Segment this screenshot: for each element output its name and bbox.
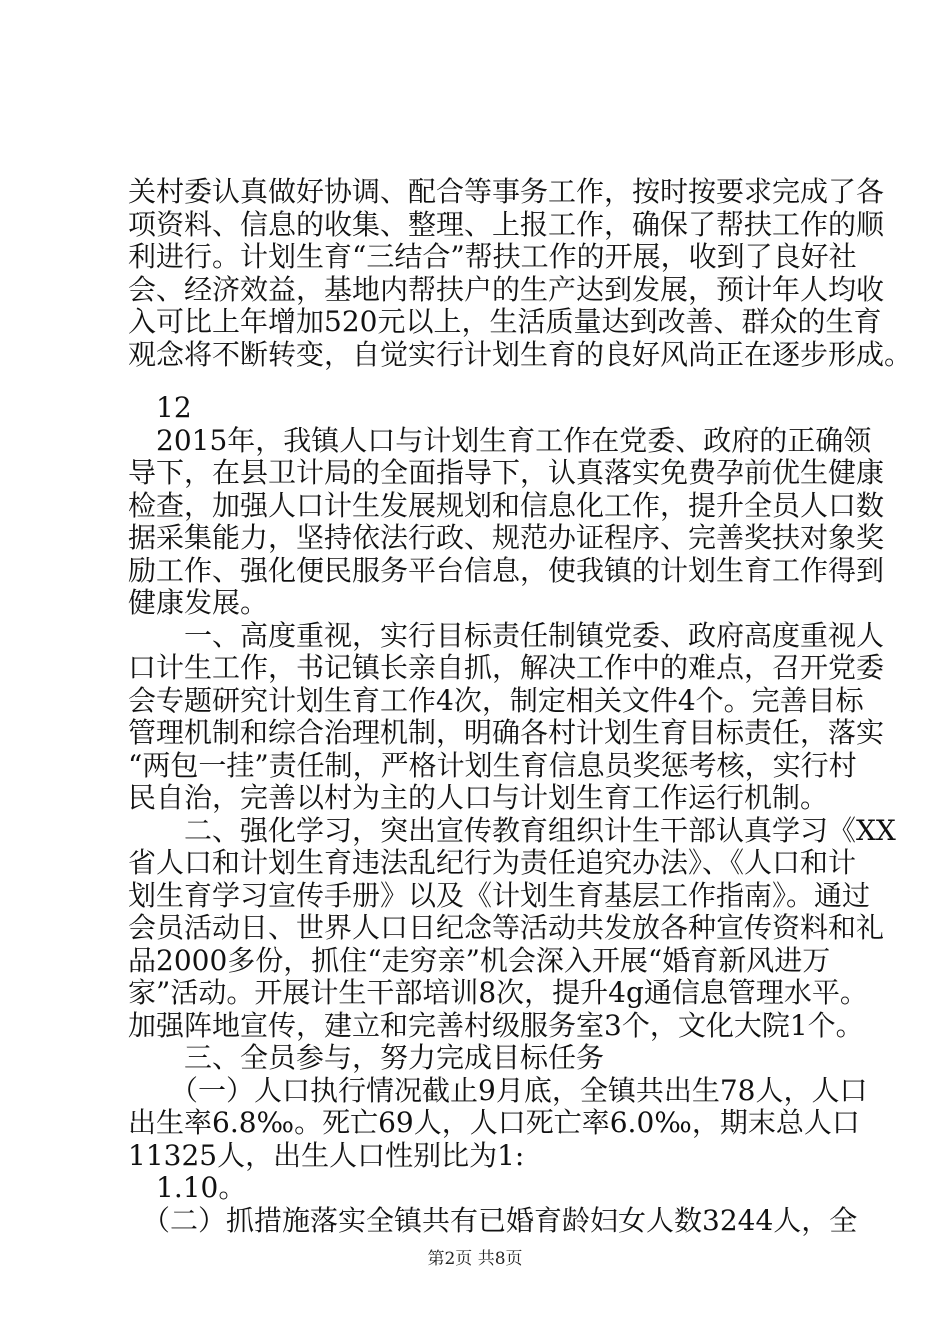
text-line: 入可比上年增加520元以上，生活质量达到改善、群众的生育: [128, 305, 882, 338]
text-line: 口计生工作，书记镇长亲自抓，解决工作中的难点，召开党委: [128, 651, 885, 684]
text-line: 2015年，我镇人口与计划生育工作在党委、政府的正确领: [128, 423, 872, 457]
text-line: 民自治，完善以村为主的人口与计划生育工作运行机制。: [128, 781, 829, 814]
text-line: 划生育学习宣传手册》以及《计划生育基层工作指南》。通过: [128, 878, 871, 912]
text-line: 据采集能力，坚持依法行政、规范办证程序、完善奖扶对象奖: [128, 521, 885, 554]
text-line: 1.10。: [128, 1171, 247, 1204]
text-line: 导下，在县卫计局的全面指导下，认真落实免费孕前优生健康: [128, 456, 885, 489]
page-footer: 第2页 共8页: [427, 1249, 523, 1269]
text-line: 利进行。计划生育“三结合”帮扶工作的开展，收到了良好社: [128, 240, 857, 273]
text-line: 关村委认真做好协调、配合等事务工作，按时按要求完成了各: [128, 175, 885, 208]
text-line: 品2000多份，抓住“走穷亲”机会深入开展“婚育新风进万: [128, 943, 831, 977]
text-line: “两包一挂”责任制，严格计划生育信息员奖惩考核，实行村: [128, 748, 857, 782]
text-line: 管理机制和综合治理机制，明确各村计划生育目标责任，落实: [128, 716, 885, 749]
text-line: 省人口和计划生育违法乱纪行为责任追究办法》、《人口和计: [128, 846, 857, 879]
text-line: 健康发展。: [128, 586, 269, 619]
paragraph-block-1: [128, 175, 913, 371]
text-line: 励工作、强化便民服务平台信息，使我镇的计划生育工作得到: [128, 553, 885, 587]
text-line: 一、高度重视，实行目标责任制镇党委、政府高度重视人: [128, 618, 885, 652]
text-line: 出生率6.8‰。死亡69人，人口死亡率6.0‰，期末总人口: [128, 1106, 860, 1139]
text-line: 家”活动。开展计生干部培训8次，提升4g通信息管理水平。: [128, 976, 868, 1009]
text-line: 会、经济效益，基地内帮扶户的生产达到发展，预计年人均收: [128, 272, 885, 306]
text-line: 11325人，出生人口性别比为1:: [128, 1138, 525, 1172]
text-line: （二）抓措施落实全镇共有已婚育龄妇女人数3244人，全: [128, 1203, 858, 1237]
text-line: 观念将不断转变，自觉实行计划生育的良好风尚正在逐步形成。: [128, 337, 913, 371]
text-line: （一）人口执行情况截止9月底，全镇共出生78人，人口: [128, 1073, 868, 1107]
text-line: 二、强化学习，突出宣传教育组织计生干部认真学习《XX: [128, 813, 896, 847]
text-line: 12: [128, 391, 192, 424]
text-line: 三、全员参与，努力完成目标任务: [128, 1041, 605, 1074]
text-line: 会员活动日、世界人口日纪念等活动共发放各种宣传资料和礼: [128, 911, 885, 944]
text-line: 会专题研究计划生育工作4次，制定相关文件4个。完善目标: [128, 683, 864, 717]
text-line: 检查，加强人口计生发展规划和信息化工作，提升全员人口数: [128, 488, 885, 522]
text-line: 加强阵地宣传，建立和完善村级服务室3个，文化大院1个。: [128, 1008, 864, 1042]
paragraph-block-2: [128, 391, 896, 1237]
text-line: 项资料、信息的收集、整理、上报工作，确保了帮扶工作的顺: [128, 207, 885, 241]
